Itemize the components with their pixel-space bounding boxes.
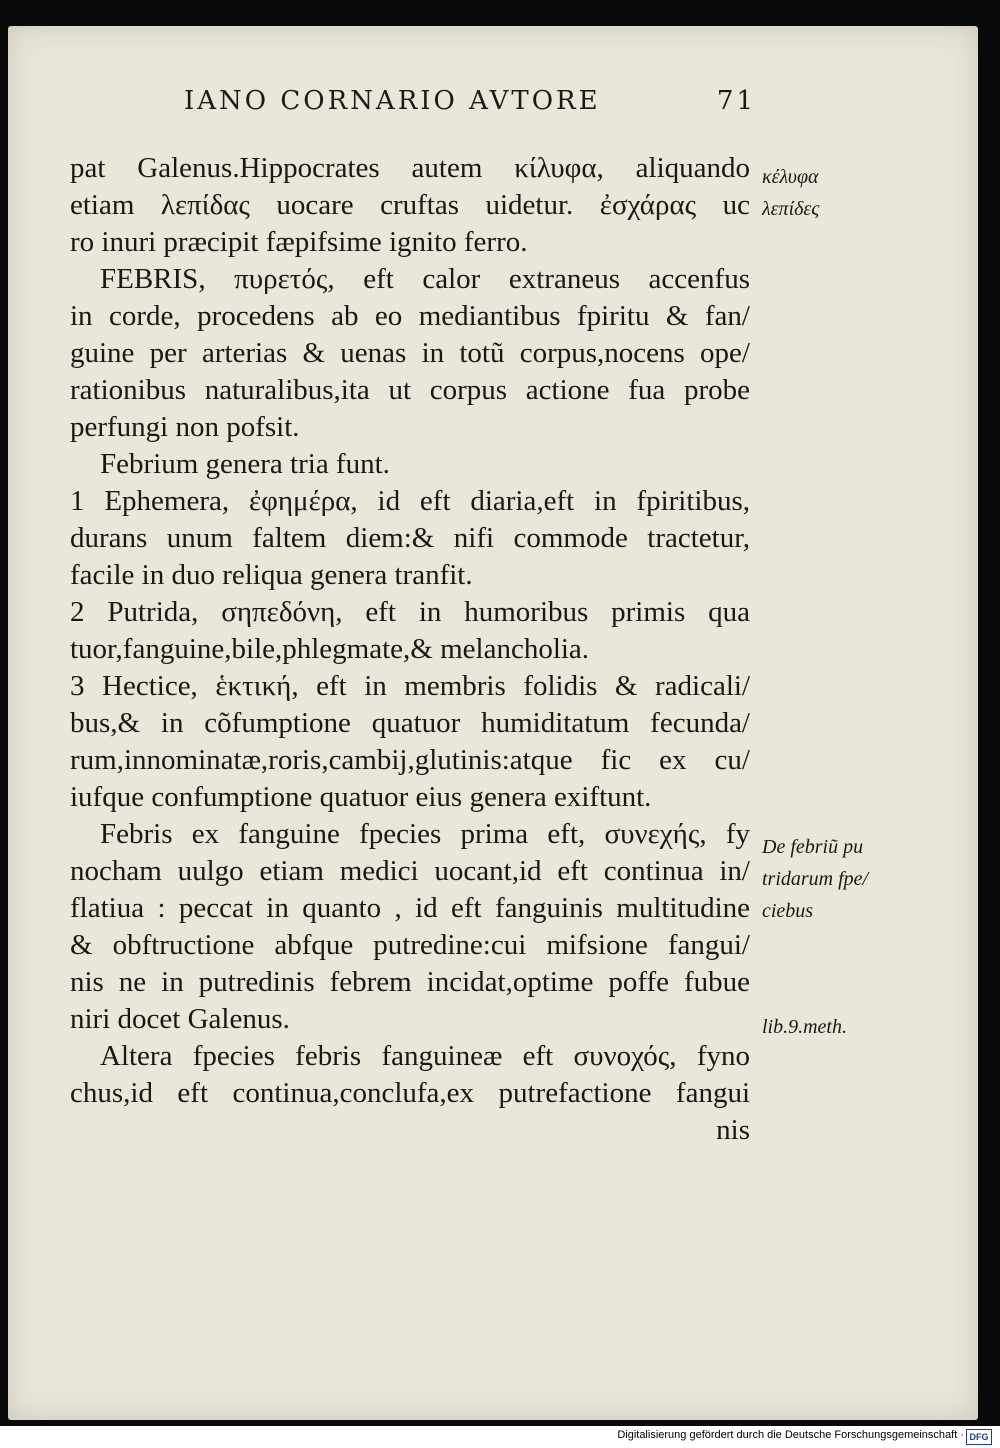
- text-line: perfungi non pofsit.: [70, 411, 300, 443]
- text-line: guine per arterias & uenas in totũ corpus,nocens ope/: [70, 337, 750, 369]
- body-text: [70, 150, 750, 1149]
- margin-note: κέλυφα: [762, 166, 819, 188]
- text-line: in corde, procedens ab eo mediantibus fpiritu & fan/: [70, 300, 750, 332]
- text-line: 3 Hectice, ἑκτική, eft in membris folidis & radicali/: [70, 670, 750, 702]
- text-line: pat Galenus.Hippocrates autem κίλυφα, aliquando: [70, 152, 750, 184]
- text-line: Altera fpecies febris fanguineæ eft συνοχός, fyno: [100, 1040, 750, 1072]
- text-line: iufque confumptione quatuor eius genera exiftunt.: [70, 781, 652, 813]
- text-line: rationibus naturalibus,ita ut corpus actione fua probe: [70, 374, 750, 406]
- margin-note: tridarum fpe/: [762, 868, 869, 890]
- text-line: rum,innominatæ,roris,cambij,glutinis:atque fic ex cu/: [70, 744, 750, 776]
- text-line: bus,& in cõfumptione quatuor humiditatum fecunda/: [70, 707, 750, 739]
- text-line: flatiua : peccat in quanto , id eft fanguinis multitudine: [70, 892, 750, 924]
- text-line: chus,id eft continua,conclufa,ex putrefactione fangui: [70, 1077, 750, 1109]
- margin-note: λεπίδες: [762, 198, 820, 220]
- text-line: FEBRIS, πυρετός, eft calor extraneus accenfus: [100, 263, 750, 295]
- text-line: Febris ex fanguine fpecies prima eft, συνεχής, fy: [100, 818, 750, 850]
- text-line: 2 Putrida, σηπεδόνη, eft in humoribus primis qua: [70, 596, 750, 628]
- digitization-credit: Digitalisierung gefördert durch die Deutsche Forschungsgemeinschaft ·: [617, 1429, 964, 1441]
- text-line: facile in duo reliqua genera tranfit.: [70, 559, 473, 591]
- text-line: durans unum faltem diem:& nifi commode tractetur,: [70, 522, 750, 554]
- text-line: nis ne in putredinis febrem incidat,optime poffe fubue: [70, 966, 750, 998]
- text-line: Febrium genera tria funt.: [100, 448, 390, 480]
- text-line: 1 Ephemera, ἐφημέρα, id eft diaria,eft in fpiritibus,: [70, 485, 750, 517]
- margin-note: lib.9.meth.: [762, 1016, 847, 1038]
- running-head-title: IANO CORNARIO AVTORE: [184, 86, 601, 116]
- text-line: nocham uulgo etiam medici uocant,id eft continua in/: [70, 855, 750, 887]
- page-number: 71: [716, 86, 756, 116]
- text-line: & obftructione abfque putredine:cui mifsione fangui/: [70, 929, 750, 961]
- dfg-logo-icon: DFG: [966, 1429, 992, 1445]
- text-line: niri docet Galenus.: [70, 1003, 290, 1035]
- footer-bar: [0, 1426, 1000, 1448]
- margin-note: ciebus: [762, 900, 814, 922]
- margin-note: De febriũ pu: [762, 836, 864, 858]
- text-line: ro inuri præcipit fæpifsime ignito ferro.: [70, 226, 528, 258]
- text-line: tuor,fanguine,bile,phlegmate,& melancholia.: [70, 633, 590, 665]
- text-line: etiam λεπίδας uocare cruftas uidetur. ἐσχάρας uc: [70, 189, 750, 221]
- text-line: nis: [716, 1114, 750, 1146]
- running-head: [172, 86, 762, 126]
